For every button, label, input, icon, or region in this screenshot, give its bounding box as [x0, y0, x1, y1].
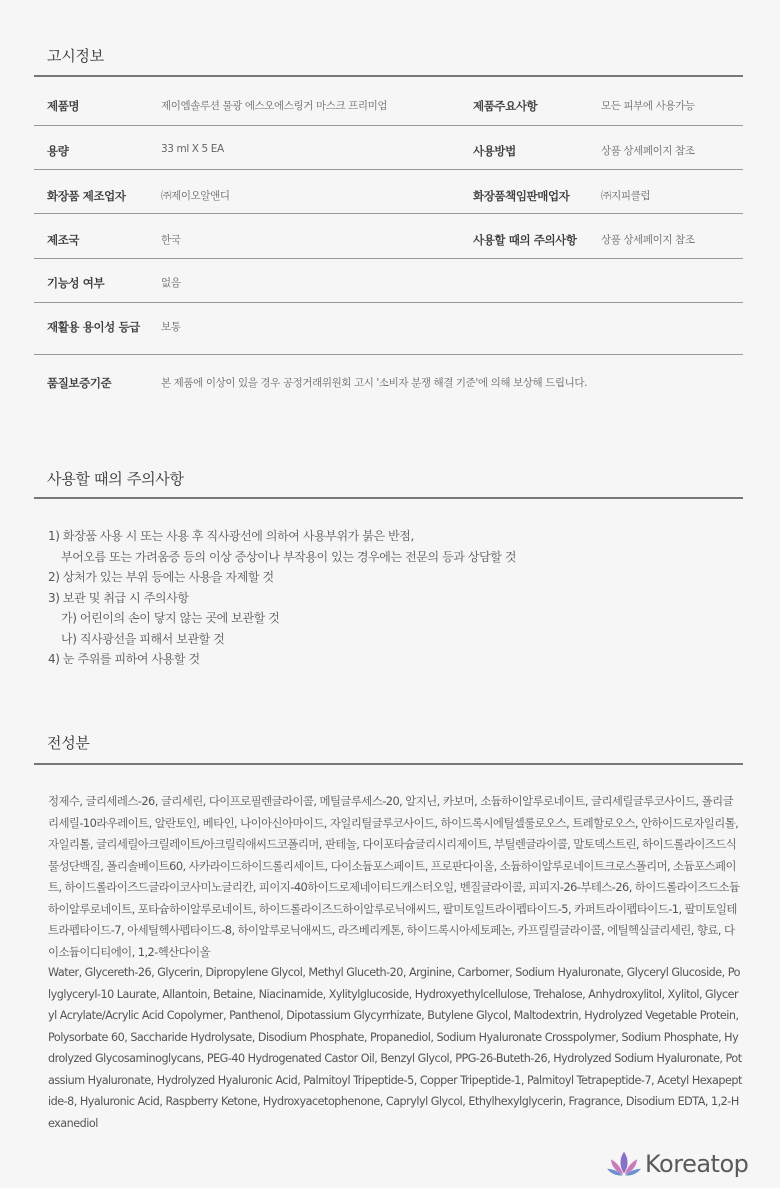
info-value: ㈜제이오알앤디 — [161, 190, 230, 202]
caution-list — [48, 526, 738, 670]
caution-line: 2) 상처가 있는 부위 등에는 사용을 자제할 것 — [48, 570, 274, 584]
info-value: 없음 — [161, 277, 181, 289]
row-divider — [34, 169, 743, 170]
row-divider — [34, 213, 743, 214]
info-section-title: 고시정보 — [47, 47, 104, 65]
info-value: 제이엠솔루션 물광 에스오에스링거 마스크 프리미엄 — [161, 100, 388, 112]
info-value: 모든 피부에 사용가능 — [601, 100, 695, 112]
row-divider — [34, 302, 743, 303]
ingredients-section-title: 전성분 — [47, 734, 90, 752]
row-divider — [34, 354, 743, 355]
ingredients-english: Water, Glycereth-26, Glycerin, Dipropylene Glycol, Methyl Gluceth-20, Arginine, Carbomer, Sodium Hyaluronate, Glyceryl Glucoside, Polyglyceryl-10 Laurate, Allantoin, Betaine, Niacinamide, Xylitylglucoside, Hydroxyethylcellulose, Trehalose, Anhydroxylitol, Xylitol, Glyceryl Acrylate/Acrylic Acid Copolymer, Panthenol, Dipotassium Glycyrrhizate, Butylene Glycol, Maltodextrin, Hydrolyzed Vegetable Protein, Polysorbate 60, Saccharide Hydrolysate, Disodium Phosphate, Propanediol, Sodium Hyaluronate Crosspolymer, Sodium Phosphate, Hydrolyzed Glycosaminoglycans, PEG-40 Hydrogenated Castor Oil, Benzyl Glycol, PPG-26-Buteth-26, Hydrolyzed Sodium Hyaluronate, Potassium Hyaluronate, Hydrolyzed Hyaluronic Acid, Palmitoyl Tripeptide-5, Copper Tripeptide-1, Palmitoyl Tetrapeptide-7, Acetyl Hexapeptide-8, Hyaluronic Acid, Raspberry Ketone, Hydroxyacetophenone, Caprylyl Glycol, Ethylhexylglycerin, Fragrance, Disodium EDTA, 1,2-Hexanediol — [48, 966, 742, 1130]
info-label: 재활용 용이성 등급 — [47, 320, 140, 334]
info-label: 용량 — [47, 144, 69, 158]
lotus-icon — [605, 1148, 643, 1180]
info-label: 제품명 — [47, 99, 80, 113]
info-label: 사용방법 — [473, 144, 516, 158]
info-label: 제조국 — [47, 233, 80, 247]
row-divider — [34, 258, 743, 259]
ingredients-title-divider — [34, 763, 743, 765]
info-label: 품질보증기준 — [47, 376, 112, 390]
caution-line: 나) 직사광선을 피해서 보관할 것 — [61, 631, 225, 646]
brand-logo — [605, 1145, 748, 1183]
caution-line: 부어오름 또는 가려움증 등의 이상 증상이나 부작용이 있는 경우에는 전문의 등과 상담할 것 — [61, 549, 517, 564]
info-value: 33 ml X 5 EA — [161, 143, 224, 155]
caution-line: 3) 보관 및 취급 시 주의사항 — [48, 590, 189, 605]
row-divider — [34, 125, 743, 126]
ingredients-korean: 정제수, 글리세레스-26, 글리세린, 다이프로필렌글라이콜, 메틸글루세스-20, 알지닌, 카보머, 소듐하이알루로네이트, 글리세릴글루코사이드, 폴리글리세릴-10라우레이트, 알란토인, 베타인, 나이아신아마이드, 자일리틸글루코사이드, 하이드록시에틸셀룰로오스, 트레할로오스, 안하이드로자일리톨, 자일리톨, 글리세릴아크릴레이트/아크릴릭애씨드코폴리머, 판테놀, 다이포타슘글리시리제이트, 부틸렌글라이콜, 말토덱스트린, 하이드롤라이즈드식물성단백질, 폴리솔베이트60, 사카라이드하이드롤리세이트, 다이소듐포스페이트, 프로판다이올, 소듐하이알루로네이트크로스폴리머, 소듐포스페이트, 하이드롤라이즈드글라이코사미노글리칸, 피이지-40하이드로제네이티드캐스터오일, 벤질글라이콜, 피피지-26-부테스-26, 하이드롤라이즈드소듐하이알루로네이트, 포타슘하이알루로네이트, 하이드롤라이즈드하이알루로닉애씨드, 팔미토일트라이펩타이드-5, 카퍼트라이펩타이드-1, 팔미토일테트라펩타이드-7, 아세틸헥사펩타이드-8, 하이알루로닉애씨드, 라즈베리케톤, 하이드록시아세토페논, 카프릴릴글라이콜, 에틸헥실글리세린, 향료, 다이소듐이디티에이, 1,2-헥산다이올 — [48, 794, 740, 959]
info-label: 화장품책임판매업자 — [473, 189, 570, 203]
caution-line: 가) 어린이의 손이 닿지 않는 곳에 보관할 것 — [61, 611, 280, 625]
info-value: 상품 상세페이지 참조 — [601, 145, 695, 157]
info-value: ㈜지피클럽 — [601, 190, 651, 202]
info-label: 제품주요사항 — [473, 99, 538, 113]
caution-title-divider — [34, 497, 743, 499]
caution-line: 4) 눈 주위를 피하여 사용할 것 — [48, 652, 200, 666]
info-label: 화장품 제조업자 — [47, 189, 126, 203]
info-value: 보통 — [161, 321, 181, 333]
info-value: 상품 상세페이지 참조 — [601, 234, 695, 246]
caution-line: 1) 화장품 사용 시 또는 사용 후 직사광선에 의하여 사용부위가 붉은 반점, — [48, 529, 414, 543]
info-title-divider — [34, 75, 743, 77]
info-label: 기능성 여부 — [47, 276, 105, 290]
brand-name: Koreatop — [645, 1150, 749, 1178]
info-value: 본 제품에 이상이 있을 경우 공정거래위원회 고시 '소비자 분쟁 해결 기준'에 의해 보상해 드립니다. — [161, 377, 588, 389]
caution-section-title: 사용할 때의 주의사항 — [47, 470, 184, 488]
info-value: 한국 — [161, 234, 181, 246]
info-label: 사용할 때의 주의사항 — [473, 233, 577, 247]
